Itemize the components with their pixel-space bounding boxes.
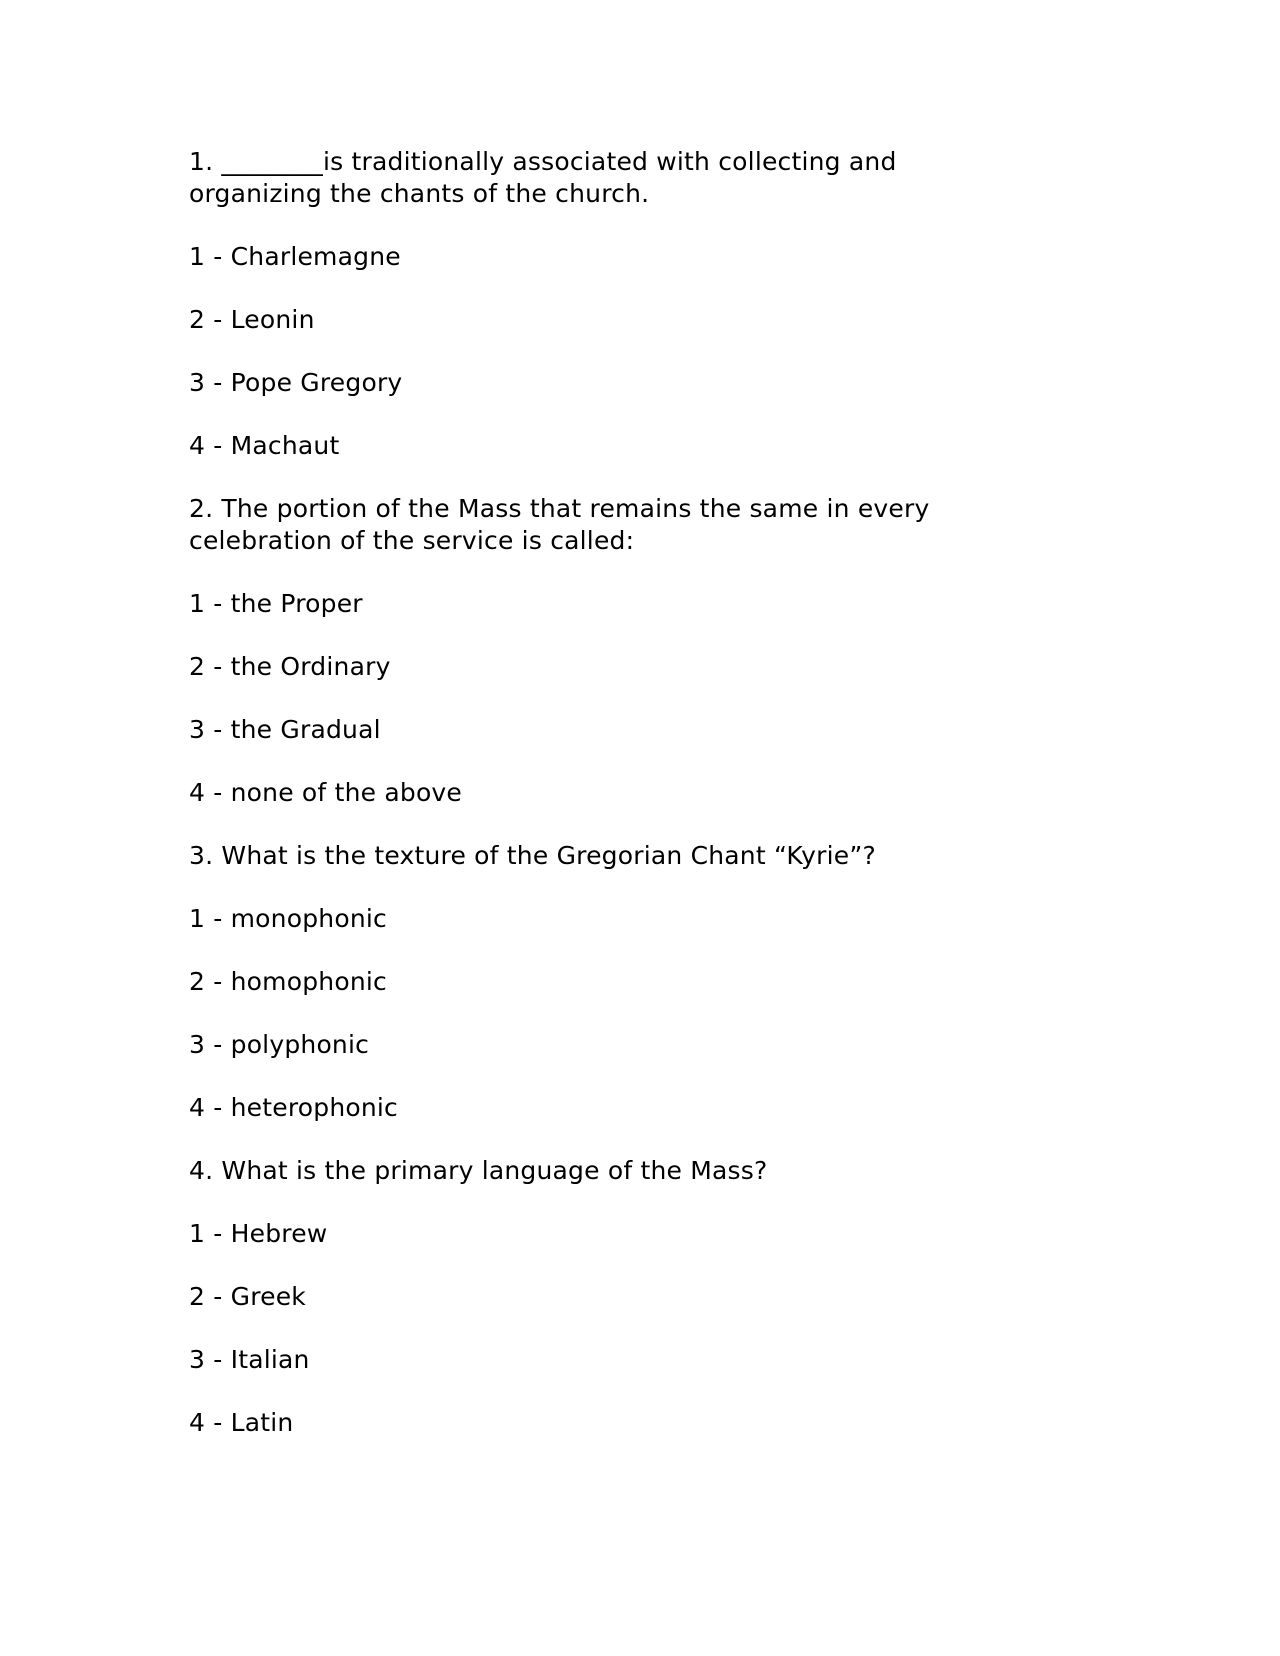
answer-option: 4 - none of the above	[189, 778, 463, 807]
question-prompt: 1. ________is traditionally associated with collecting and organizing the chants of the church.	[189, 147, 905, 208]
question-prompt: 4. What is the primary language of the Mass?	[189, 1156, 768, 1185]
question-prompt: 3. What is the texture of the Gregorian Chant “Kyrie”?	[189, 841, 876, 870]
answer-option: 3 - the Gradual	[189, 715, 381, 744]
answer-option: 3 - Italian	[189, 1345, 310, 1374]
question-4	[189, 1155, 1009, 1439]
answer-option: 1 - the Proper	[189, 589, 363, 618]
answer-option: 4 - Machaut	[189, 431, 340, 460]
answer-option: 1 - monophonic	[189, 904, 387, 933]
answer-option: 4 - Latin	[189, 1408, 294, 1437]
answer-option: 1 - Charlemagne	[189, 242, 401, 271]
answer-option: 2 - homophonic	[189, 967, 387, 996]
answer-option: 3 - polyphonic	[189, 1030, 370, 1059]
answer-option: 4 - heterophonic	[189, 1093, 398, 1122]
answer-option: 1 - Hebrew	[189, 1219, 328, 1248]
question-2	[189, 493, 1009, 809]
answer-option: 2 - the Ordinary	[189, 652, 391, 681]
question-3	[189, 840, 1009, 1124]
answer-option: 2 - Greek	[189, 1282, 306, 1311]
quiz-document	[189, 146, 1009, 1470]
answer-option: 3 - Pope Gregory	[189, 368, 403, 397]
question-1	[189, 146, 1009, 462]
answer-option: 2 - Leonin	[189, 305, 315, 334]
question-prompt: 2. The portion of the Mass that remains the same in every celebration of the service is called:	[189, 494, 938, 555]
